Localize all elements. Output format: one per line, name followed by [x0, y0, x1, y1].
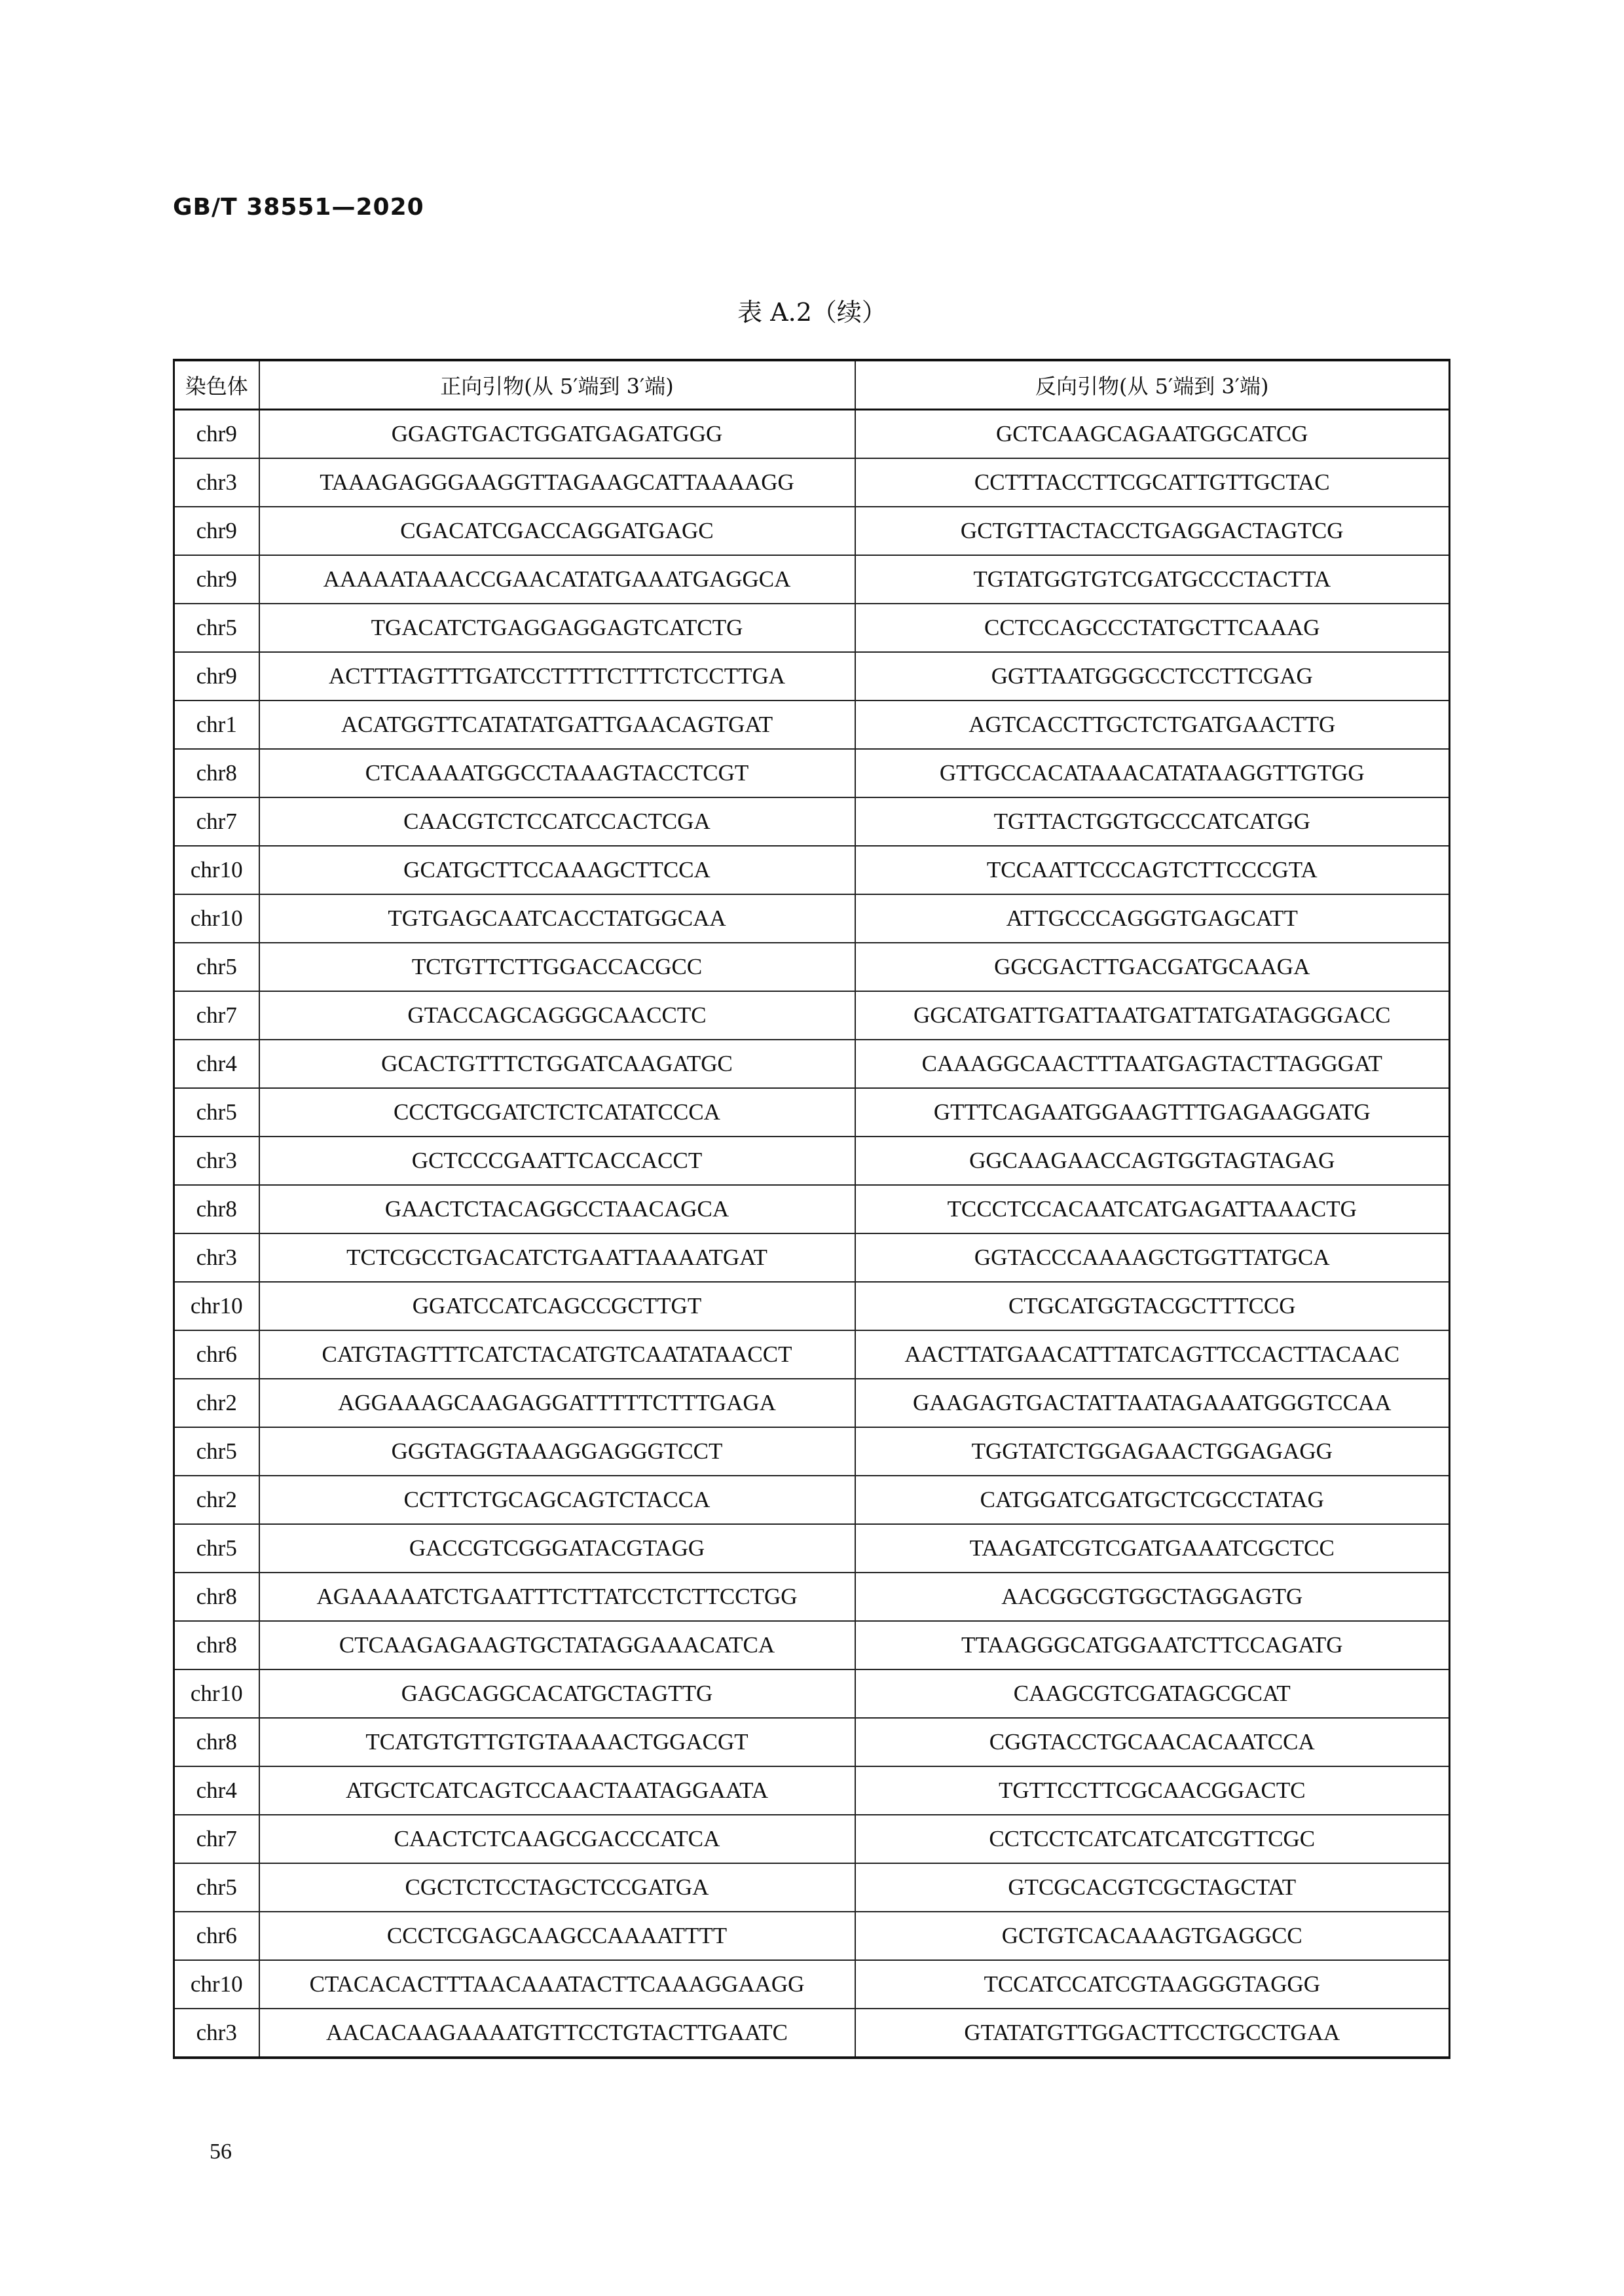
chromosome-cell: chr8	[174, 1573, 259, 1621]
column-header-reverse-primer: 反向引物(从 5′端到 3′端)	[855, 360, 1450, 410]
reverse-primer-cell: AACGGCGTGGCTAGGAGTG	[855, 1573, 1450, 1621]
table-row	[174, 1233, 1450, 1282]
table-row	[174, 1427, 1450, 1476]
chromosome-cell: chr7	[174, 991, 259, 1040]
reverse-primer-cell: GCTGTTACTACCTGAGGACTAGTCG	[855, 507, 1450, 555]
chromosome-cell: chr8	[174, 1718, 259, 1766]
reverse-primer-cell: TCCAATTCCCAGTCTTCCCGTA	[855, 846, 1450, 894]
forward-primer-cell: AGAAAAATCTGAATTTCTTATCCTCTTCCTGG	[259, 1573, 855, 1621]
table-row	[174, 1621, 1450, 1669]
reverse-primer-cell: AGTCACCTTGCTCTGATGAACTTG	[855, 701, 1450, 749]
forward-primer-cell: CTCAAGAGAAGTGCTATAGGAAACATCA	[259, 1621, 855, 1669]
page-number: 56	[210, 2140, 232, 2164]
chromosome-cell: chr2	[174, 1379, 259, 1427]
forward-primer-cell: CCTTCTGCAGCAGTCTACCA	[259, 1476, 855, 1524]
table-row	[174, 1379, 1450, 1427]
reverse-primer-cell: TGTTCCTTCGCAACGGACTC	[855, 1766, 1450, 1815]
column-header-chromosome: 染色体	[174, 360, 259, 410]
reverse-primer-cell: CCTCCTCATCATCATCGTTCGC	[855, 1815, 1450, 1863]
chromosome-cell: chr5	[174, 1863, 259, 1912]
reverse-primer-cell: GGCGACTTGACGATGCAAGA	[855, 943, 1450, 991]
reverse-primer-cell: CGGTACCTGCAACACAATCCA	[855, 1718, 1450, 1766]
table-row	[174, 604, 1450, 652]
reverse-primer-cell: CCTCCAGCCCTATGCTTCAAAG	[855, 604, 1450, 652]
forward-primer-cell: CGACATCGACCAGGATGAGC	[259, 507, 855, 555]
reverse-primer-cell: GGCAAGAACCAGTGGTAGTAGAG	[855, 1137, 1450, 1185]
forward-primer-cell: GAACTCTACAGGCCTAACAGCA	[259, 1185, 855, 1233]
forward-primer-cell: CATGTAGTTTCATCTACATGTCAATATAACCT	[259, 1330, 855, 1379]
chromosome-cell: chr4	[174, 1766, 259, 1815]
reverse-primer-cell: GTTTCAGAATGGAAGTTTGAGAAGGATG	[855, 1088, 1450, 1137]
table-row	[174, 1040, 1450, 1088]
forward-primer-cell: TCTCGCCTGACATCTGAATTAAAATGAT	[259, 1233, 855, 1282]
chromosome-cell: chr5	[174, 604, 259, 652]
chromosome-cell: chr6	[174, 1330, 259, 1379]
reverse-primer-cell: CCTTTACCTTCGCATTGTTGCTAC	[855, 458, 1450, 507]
reverse-primer-cell: GGTACCCAAAAGCTGGTTATGCA	[855, 1233, 1450, 1282]
table-row	[174, 749, 1450, 797]
forward-primer-cell: GGAGTGACTGGATGAGATGGG	[259, 410, 855, 459]
forward-primer-cell: GTACCAGCAGGGCAACCTC	[259, 991, 855, 1040]
reverse-primer-cell: GAAGAGTGACTATTAATAGAAATGGGTCCAA	[855, 1379, 1450, 1427]
chromosome-cell: chr7	[174, 797, 259, 846]
chromosome-cell: chr3	[174, 1233, 259, 1282]
reverse-primer-cell: GGTTAATGGGCCTCCTTCGAG	[855, 652, 1450, 701]
reverse-primer-cell: GTATATGTTGGACTTCCTGCCTGAA	[855, 2009, 1450, 2058]
forward-primer-cell: GCATGCTTCCAAAGCTTCCA	[259, 846, 855, 894]
forward-primer-cell: CAACGTCTCCATCCACTCGA	[259, 797, 855, 846]
reverse-primer-cell: TGTTACTGGTGCCCATCATGG	[855, 797, 1450, 846]
table-row	[174, 1960, 1450, 2009]
forward-primer-cell: CCCTCGAGCAAGCCAAAATTTT	[259, 1912, 855, 1960]
table-row	[174, 701, 1450, 749]
reverse-primer-cell: TGTATGGTGTCGATGCCCTACTTA	[855, 555, 1450, 604]
chromosome-cell: chr10	[174, 894, 259, 943]
forward-primer-cell: AAAAATAAACCGAACATATGAAATGAGGCA	[259, 555, 855, 604]
reverse-primer-cell: CTGCATGGTACGCTTTCCG	[855, 1282, 1450, 1330]
chromosome-cell: chr2	[174, 1476, 259, 1524]
forward-primer-cell: CAACTCTCAAGCGACCCATCA	[259, 1815, 855, 1863]
chromosome-cell: chr3	[174, 2009, 259, 2058]
forward-primer-cell: GACCGTCGGGATACGTAGG	[259, 1524, 855, 1573]
reverse-primer-cell: GGCATGATTGATTAATGATTATGATAGGGACC	[855, 991, 1450, 1040]
table-row	[174, 1476, 1450, 1524]
reverse-primer-cell: AACTTATGAACATTTATCAGTTCCACTTACAAC	[855, 1330, 1450, 1379]
chromosome-cell: chr9	[174, 507, 259, 555]
reverse-primer-cell: ATTGCCCAGGGTGAGCATT	[855, 894, 1450, 943]
table-body	[174, 410, 1450, 2058]
table-row	[174, 1669, 1450, 1718]
chromosome-cell: chr5	[174, 1427, 259, 1476]
forward-primer-cell: GCACTGTTTCTGGATCAAGATGC	[259, 1040, 855, 1088]
table-row	[174, 2009, 1450, 2058]
forward-primer-cell: CCCTGCGATCTCTCATATCCCA	[259, 1088, 855, 1137]
chromosome-cell: chr9	[174, 555, 259, 604]
table-row	[174, 1573, 1450, 1621]
forward-primer-cell: GGGTAGGTAAAGGAGGGTCCT	[259, 1427, 855, 1476]
table-row	[174, 894, 1450, 943]
forward-primer-cell: CTACACACTTTAACAAATACTTCAAAGGAAGG	[259, 1960, 855, 2009]
primer-table	[173, 359, 1450, 2059]
chromosome-cell: chr9	[174, 652, 259, 701]
table-row	[174, 652, 1450, 701]
reverse-primer-cell: TCCCTCCACAATCATGAGATTAAACTG	[855, 1185, 1450, 1233]
table-row	[174, 797, 1450, 846]
forward-primer-cell: CTCAAAATGGCCTAAAGTACCTCGT	[259, 749, 855, 797]
forward-primer-cell: AACACAAGAAAATGTTCCTGTACTTGAATC	[259, 2009, 855, 2058]
forward-primer-cell: AGGAAAGCAAGAGGATTTTTCTTTGAGA	[259, 1379, 855, 1427]
forward-primer-cell: GGATCCATCAGCCGCTTGT	[259, 1282, 855, 1330]
reverse-primer-cell: CATGGATCGATGCTCGCCTATAG	[855, 1476, 1450, 1524]
table-row	[174, 1137, 1450, 1185]
chromosome-cell: chr10	[174, 1282, 259, 1330]
table-header-row	[174, 360, 1450, 410]
reverse-primer-cell: TCCATCCATCGTAAGGGTAGGG	[855, 1960, 1450, 2009]
chromosome-cell: chr3	[174, 458, 259, 507]
table-row	[174, 1185, 1450, 1233]
table-row	[174, 507, 1450, 555]
chromosome-cell: chr10	[174, 1960, 259, 2009]
chromosome-cell: chr8	[174, 1621, 259, 1669]
reverse-primer-cell: GCTGTCACAAAGTGAGGCC	[855, 1912, 1450, 1960]
chromosome-cell: chr5	[174, 1088, 259, 1137]
chromosome-cell: chr8	[174, 749, 259, 797]
chromosome-cell: chr10	[174, 846, 259, 894]
chromosome-cell: chr4	[174, 1040, 259, 1088]
forward-primer-cell: GAGCAGGCACATGCTAGTTG	[259, 1669, 855, 1718]
chromosome-cell: chr6	[174, 1912, 259, 1960]
table-row	[174, 555, 1450, 604]
forward-primer-cell: GCTCCCGAATTCACCACCT	[259, 1137, 855, 1185]
forward-primer-cell: ATGCTCATCAGTCCAACTAATAGGAATA	[259, 1766, 855, 1815]
table-row	[174, 943, 1450, 991]
reverse-primer-cell: CAAAGGCAACTTTAATGAGTACTTAGGGAT	[855, 1040, 1450, 1088]
table-row	[174, 1912, 1450, 1960]
table-row	[174, 1863, 1450, 1912]
standard-code: GB/T 38551—2020	[173, 194, 424, 221]
forward-primer-cell: TAAAGAGGGAAGGTTAGAAGCATTAAAAGG	[259, 458, 855, 507]
table-row	[174, 846, 1450, 894]
reverse-primer-cell: GTCGCACGTCGCTAGCTAT	[855, 1863, 1450, 1912]
forward-primer-cell: CGCTCTCCTAGCTCCGATGA	[259, 1863, 855, 1912]
reverse-primer-cell: TGGTATCTGGAGAACTGGAGAGG	[855, 1427, 1450, 1476]
chromosome-cell: chr7	[174, 1815, 259, 1863]
chromosome-cell: chr9	[174, 410, 259, 459]
forward-primer-cell: TCATGTGTTGTGTAAAACTGGACGT	[259, 1718, 855, 1766]
table-row	[174, 991, 1450, 1040]
chromosome-cell: chr8	[174, 1185, 259, 1233]
table-row	[174, 1282, 1450, 1330]
forward-primer-cell: TCTGTTCTTGGACCACGCC	[259, 943, 855, 991]
table-row	[174, 1524, 1450, 1573]
table-row	[174, 1815, 1450, 1863]
chromosome-cell: chr5	[174, 943, 259, 991]
reverse-primer-cell: TAAGATCGTCGATGAAATCGCTCC	[855, 1524, 1450, 1573]
table-row	[174, 1718, 1450, 1766]
reverse-primer-cell: TTAAGGGCATGGAATCTTCCAGATG	[855, 1621, 1450, 1669]
forward-primer-cell: ACATGGTTCATATATGATTGAACAGTGAT	[259, 701, 855, 749]
chromosome-cell: chr1	[174, 701, 259, 749]
table-row	[174, 1088, 1450, 1137]
column-header-forward-primer: 正向引物(从 5′端到 3′端)	[259, 360, 855, 410]
reverse-primer-cell: CAAGCGTCGATAGCGCAT	[855, 1669, 1450, 1718]
chromosome-cell: chr3	[174, 1137, 259, 1185]
table-row	[174, 458, 1450, 507]
forward-primer-cell: TGTGAGCAATCACCTATGGCAA	[259, 894, 855, 943]
chromosome-cell: chr10	[174, 1669, 259, 1718]
table-row	[174, 410, 1450, 459]
forward-primer-cell: ACTTTAGTTTGATCCTTTTCTTTCTCCTTGA	[259, 652, 855, 701]
chromosome-cell: chr5	[174, 1524, 259, 1573]
table-row	[174, 1330, 1450, 1379]
reverse-primer-cell: GCTCAAGCAGAATGGCATCG	[855, 410, 1450, 459]
table-row	[174, 1766, 1450, 1815]
reverse-primer-cell: GTTGCCACATAAACATATAAGGTTGTGG	[855, 749, 1450, 797]
table-title: 表 A.2（续）	[737, 298, 887, 327]
forward-primer-cell: TGACATCTGAGGAGGAGTCATCTG	[259, 604, 855, 652]
